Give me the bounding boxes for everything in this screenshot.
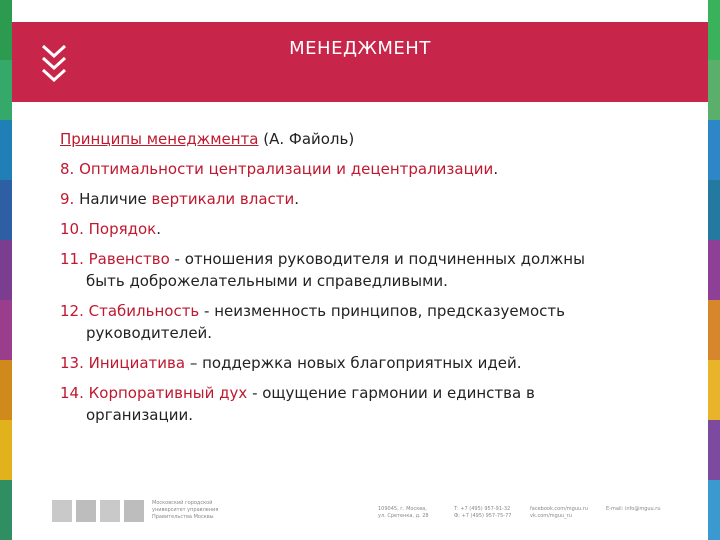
item-text: - неизменность принципов, предсказуемость — [199, 302, 565, 320]
item-term: Порядок — [83, 220, 157, 238]
footer-address: 109045, г. Москва, ул. Сретенка, д. 28 — [378, 506, 429, 519]
item-number: 8. — [60, 160, 75, 178]
item-text: . — [294, 190, 300, 208]
item-text: – поддержка новых благоприятных идей. — [185, 354, 522, 372]
item-number: 14. — [60, 384, 84, 402]
item-number: 13. — [60, 354, 84, 372]
slide-header — [12, 22, 708, 102]
footer-email: E-mail: info@mguu.ru — [606, 506, 661, 512]
list-item — [60, 248, 680, 292]
footer-university-name: Московский городской университет управления Правительства Москвы — [152, 500, 219, 520]
item-term: Стабильность — [83, 302, 200, 320]
item-continuation: руководителей. — [86, 324, 213, 342]
slide-title: МЕНЕДЖМЕНТ — [289, 38, 431, 59]
list-item — [60, 382, 680, 426]
footer-phones: Т: +7 (495) 957-91-32 Ф: +7 (495) 957-75-77 — [454, 506, 512, 519]
heading-text: Принципы менеджмента — [60, 130, 259, 148]
list-item — [60, 218, 680, 240]
item-text: . — [493, 160, 499, 178]
item-term: вертикали власти — [151, 190, 295, 208]
footer-social: facebook.com/mguu.ru vk.com/mguu_ru — [530, 506, 588, 519]
list-item — [60, 158, 680, 180]
item-number: 10. — [60, 220, 84, 238]
item-term: Инициатива — [83, 354, 186, 372]
list-item — [60, 300, 680, 344]
item-text: - ощущение гармонии и единства в — [247, 384, 535, 402]
principles-list — [60, 128, 680, 434]
university-logo-icon — [52, 498, 148, 524]
item-text: . — [156, 220, 162, 238]
item-prefix: Наличие — [74, 190, 152, 208]
item-text: - отношения руководителя и подчиненных должны — [169, 250, 585, 268]
list-item — [60, 352, 680, 374]
heading-author: (А. Файоль) — [258, 130, 355, 148]
slide — [12, 0, 708, 540]
list-heading — [60, 128, 680, 150]
item-number: 12. — [60, 302, 84, 320]
item-continuation: организации. — [86, 406, 193, 424]
item-term: Корпоративный дух — [83, 384, 248, 402]
item-term: Оптимальности централизации и децентрализации — [74, 160, 494, 178]
item-number: 9. — [60, 190, 75, 208]
item-continuation: быть доброжелательными и справедливыми. — [86, 272, 448, 290]
slide-footer — [12, 492, 708, 532]
item-term: Равенство — [83, 250, 170, 268]
left-color-strip — [0, 0, 12, 540]
item-number: 11. — [60, 250, 84, 268]
right-color-strip — [708, 0, 720, 540]
list-item — [60, 188, 680, 210]
